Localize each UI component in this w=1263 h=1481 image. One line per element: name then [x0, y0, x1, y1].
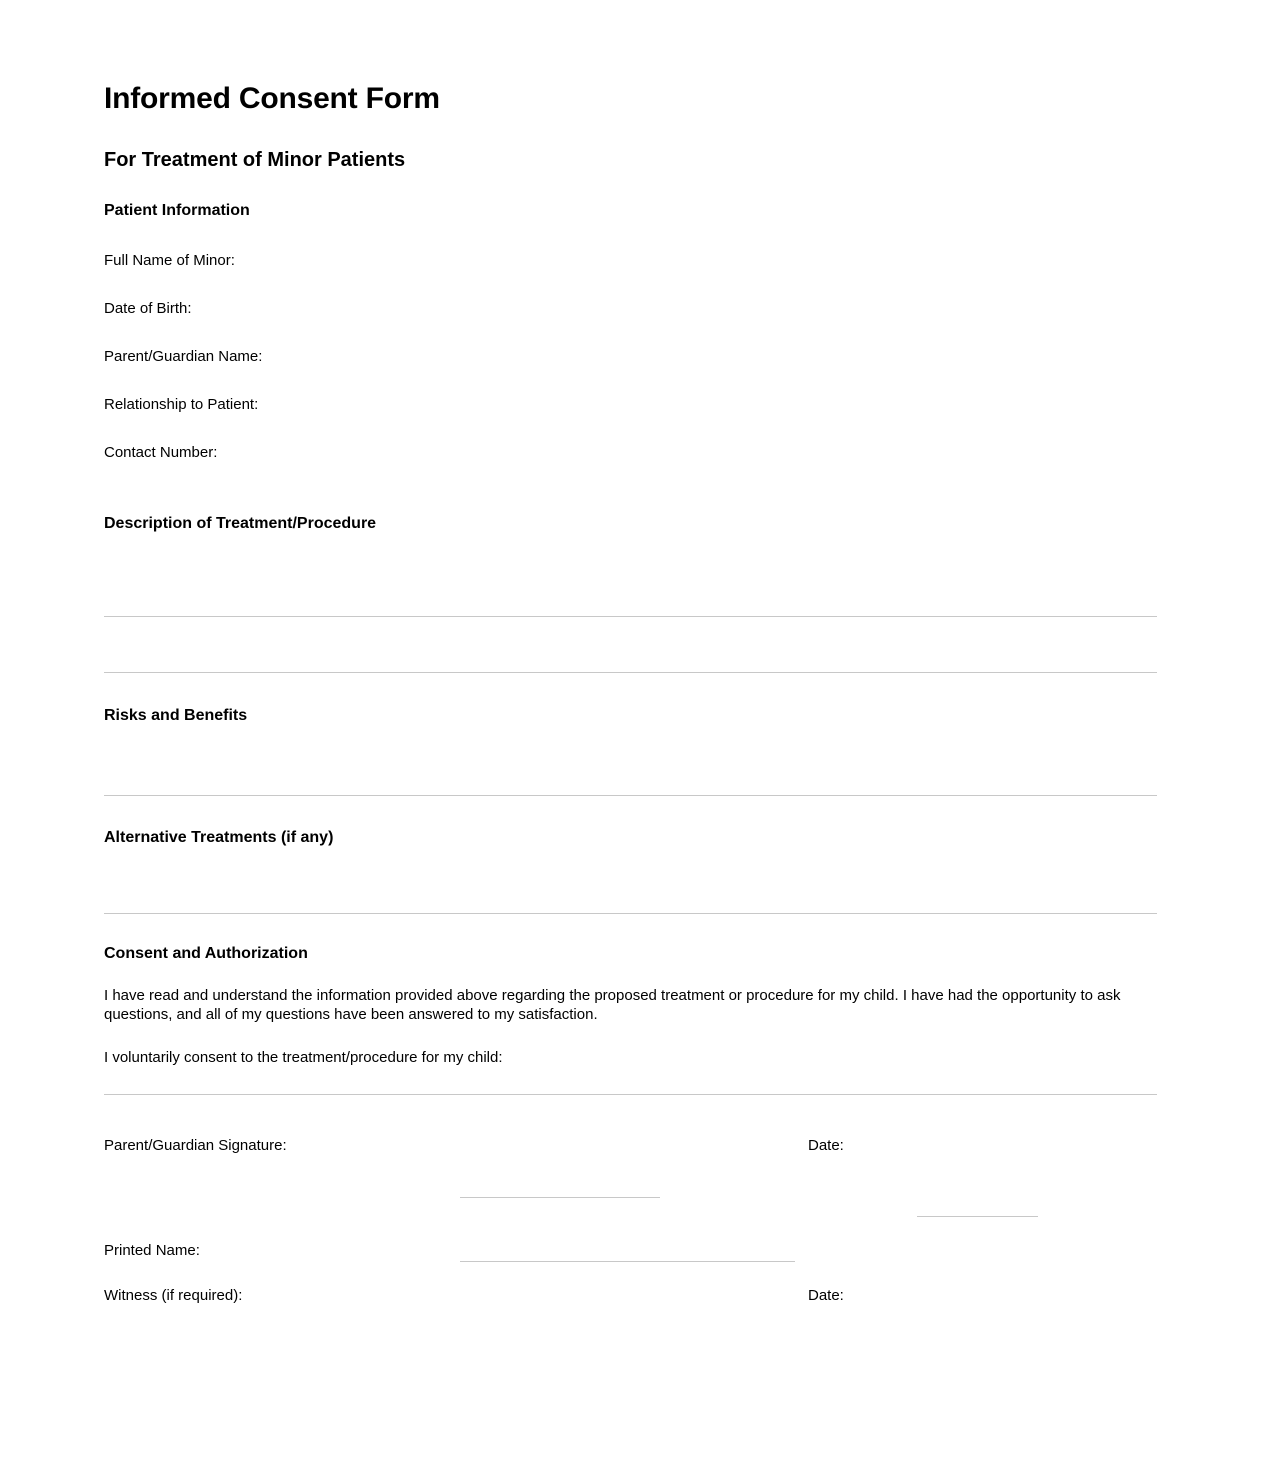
- field-label-signature-date: Date:: [808, 1136, 844, 1154]
- field-label-contact-number: Contact Number:: [104, 443, 218, 461]
- field-label-witness: Witness (if required):: [104, 1286, 243, 1304]
- section-heading-alternative-treatments: Alternative Treatments (if any): [104, 829, 334, 847]
- consent-paragraph-voluntary: I voluntarily consent to the treatment/procedure for my child:: [104, 1048, 503, 1066]
- field-label-witness-date: Date:: [808, 1286, 844, 1304]
- field-label-date-of-birth: Date of Birth:: [104, 299, 192, 317]
- field-label-printed-name: Printed Name:: [104, 1241, 200, 1259]
- section-heading-risks-and-benefits: Risks and Benefits: [104, 706, 248, 724]
- consent-paragraph-acknowledgement: I have read and understand the information provided above regarding the proposed treatment or procedure for my child. I have had the opportunity to ask questions, and all of my questions have been answered to my satisfaction.: [104, 987, 1121, 1024]
- document-page: [104, 0, 1157, 1305]
- signature-write-in-line: [460, 1197, 660, 1198]
- printed-name-write-in-line: [460, 1261, 795, 1262]
- signature-block: [104, 1095, 1157, 1305]
- description-write-in-rule-1: [104, 616, 1157, 617]
- section-heading-description-of-treatment: Description of Treatment/Procedure: [104, 514, 377, 532]
- field-label-parent-guardian-name: Parent/Guardian Name:: [104, 347, 263, 365]
- page-title: Informed Consent Form: [104, 82, 440, 115]
- field-label-parent-guardian-signature: Parent/Guardian Signature:: [104, 1136, 287, 1154]
- signature-date-write-in-line: [917, 1216, 1038, 1217]
- section-heading-consent-and-authorization: Consent and Authorization: [104, 945, 308, 963]
- section-heading-patient-information: Patient Information: [104, 201, 250, 219]
- page-subtitle: For Treatment of Minor Patients: [104, 148, 406, 171]
- field-label-relationship-to-patient: Relationship to Patient:: [104, 395, 259, 413]
- field-label-full-name-of-minor: Full Name of Minor:: [104, 251, 235, 269]
